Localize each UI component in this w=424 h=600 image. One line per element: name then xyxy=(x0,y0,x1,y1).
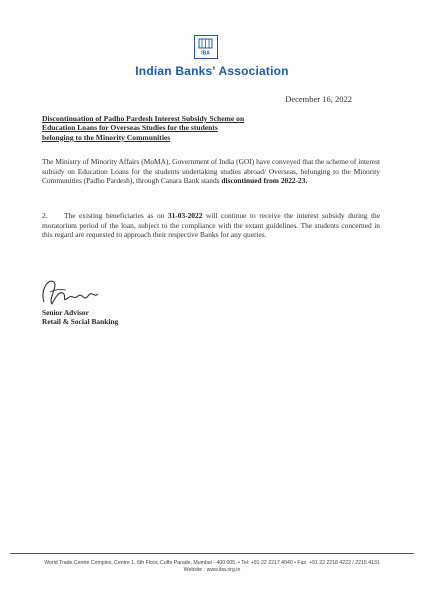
signature-image xyxy=(38,272,108,312)
paragraph-1-bold: discontinued from 2022-23. xyxy=(221,176,308,186)
paragraph-2-bold: 31-03-2022 xyxy=(167,211,203,220)
footer-divider xyxy=(10,553,414,554)
subject-line-3: belonging to the Minority Communities xyxy=(42,132,171,142)
paragraph-2 xyxy=(42,211,380,240)
paragraph-1 xyxy=(42,157,380,186)
paragraph-2-text-before: The existing beneficiaries as on xyxy=(64,211,168,220)
paragraph-2-text-after: will continue to receive the interest subsidy during the moratorium period of the loan, subject to the compliance with the extant guidelines. The students concerned in this regard are requested to approach their respective Banks for any queries. xyxy=(42,211,380,240)
signatory-block xyxy=(42,308,118,327)
footer xyxy=(0,560,424,574)
signatory-title: Senior Advisor xyxy=(42,308,89,317)
paragraph-2-number: 2. xyxy=(42,211,48,220)
paragraph-1-text: The Ministry of Minority Affairs (MoMA), Government of India (GOI) have conveyed that the scheme of interest subsidy on Education Loans for the students undertaking studies abroad/ Overseas, belonging to the Minority Communities (Padho Pardesh), through Canara Bank stands xyxy=(42,157,380,186)
footer-address: World Trade Centre Complex, Centre 1, 6th Floor, Cuffe Parade, Mumbai - 400 005. • Tel: +91 22 2217 4040 • Fax: +91 22 2218 4222 / 2215 4131 xyxy=(44,560,380,566)
signatory-department: Retail & Social Banking xyxy=(42,317,119,327)
subject-line-2: Education Loans for Overseas Studies for the students xyxy=(42,123,218,133)
footer-website: Website : www.iba.org.in xyxy=(183,567,241,573)
logo-text: IBA xyxy=(201,50,210,57)
subject-heading xyxy=(42,114,282,142)
letter-date: December 16, 2022 xyxy=(285,94,352,104)
iba-logo-icon xyxy=(194,35,218,59)
subject-line-1: Discontinuation of Padho Pardesh Interest Subsidy Scheme on xyxy=(42,114,245,123)
org-name: Indian Banks' Association xyxy=(135,64,289,78)
